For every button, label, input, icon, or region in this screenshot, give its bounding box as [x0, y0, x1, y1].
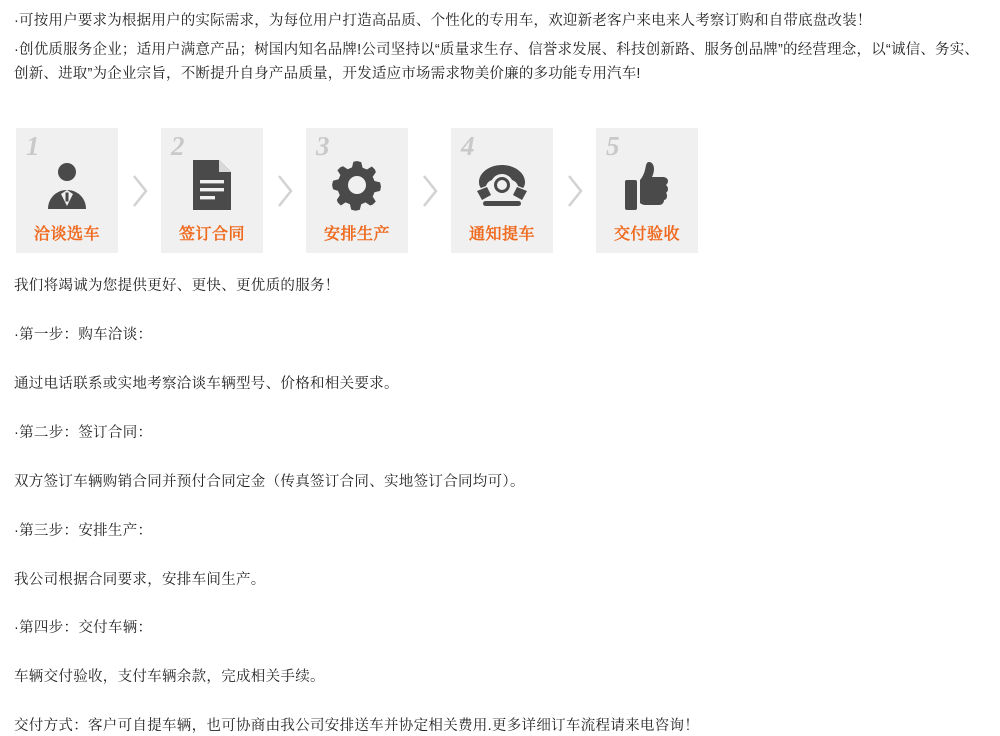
salesman-icon [16, 154, 118, 216]
body-line-1: 我们将竭诚为您提供更好、更快、更优质的服务！ [14, 278, 340, 295]
thumbs-up-icon [596, 154, 698, 216]
body-line-6: ·第三步：安排生产： [14, 522, 153, 539]
step-item-5 [596, 128, 698, 253]
body-line-9: 车辆交付验收，支付车辆余款，完成相关手续。 [14, 669, 325, 686]
body-line-7: 我公司根据合同要求，安排车间生产。 [14, 571, 266, 588]
chevron-right-icon [408, 128, 451, 253]
intro-line-2: ·创优质服务企业；适用户满意产品；树国内知名品牌!公司坚持以“质量求生存、信誉求发展、科技创新路、服务创品牌”的经营理念，以“诚信、务实、创新、进取”为企业宗旨，不断提升自身产品质量，开发适应市场需求物美价廉的多功能专用汽车! [14, 42, 980, 82]
body-line-8: ·第四步：交付车辆： [14, 620, 153, 637]
step-number: 3 [316, 131, 330, 162]
step-label: 签订合同 [178, 226, 245, 244]
step-label: 交付验收 [613, 226, 680, 244]
process-description [14, 277, 986, 735]
body-line-3: 通过电话联系或实地考察洽谈车辆型号、价格和相关要求。 [14, 376, 399, 393]
step-number: 1 [26, 131, 40, 162]
body-line-2: ·第一步：购车洽谈： [14, 327, 153, 344]
step-label: 洽谈选车 [33, 226, 100, 244]
step-item-2 [161, 128, 263, 253]
step-number: 4 [461, 131, 475, 162]
step-label: 通知提车 [468, 226, 535, 244]
chevron-right-icon [263, 128, 306, 253]
chevron-right-icon [118, 128, 161, 253]
body-line-10: 交付方式：客户可自提车辆，也可协商由我公司安排送车并协定相关费用.更多详细订车流程请来电咨询！ [14, 718, 700, 735]
intro-line-1: ·可按用户要求为根据用户的实际需求，为每位用户打造高品质、个性化的专用车，欢迎新老客户来电来人考察订购和自带底盘改装！ [14, 13, 872, 29]
gear-icon [306, 154, 408, 216]
telephone-icon [451, 154, 553, 216]
chevron-right-icon [553, 128, 596, 253]
step-label: 安排生产 [323, 226, 390, 244]
intro-section [14, 0, 986, 86]
step-item-1 [16, 128, 118, 253]
step-number: 5 [606, 131, 620, 162]
step-number: 2 [171, 131, 185, 162]
step-item-4 [451, 128, 553, 253]
body-line-5: 双方签订车辆购销合同并预付合同定金（传真签订合同、实地签订合同均可）。 [14, 473, 525, 490]
contract-document-icon [161, 154, 263, 216]
body-line-4: ·第二步：签订合同： [14, 424, 153, 441]
step-item-3 [306, 128, 408, 253]
process-steps [14, 128, 986, 253]
